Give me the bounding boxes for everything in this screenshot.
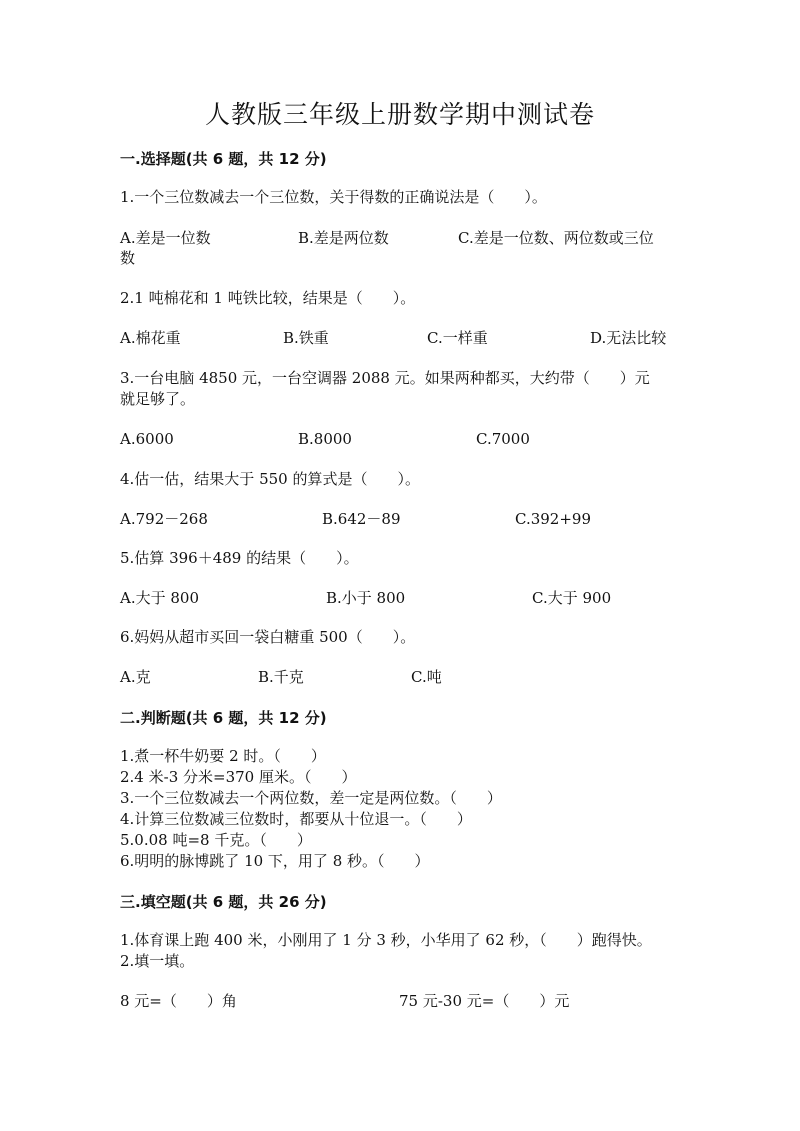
option-5a: A.大于 800 (120, 589, 199, 607)
option-6c: C.吨 (411, 668, 442, 686)
fill-blank-right: 75 元-30 元=（ ）元 (399, 992, 570, 1010)
option-3b: B.8000 (298, 430, 352, 448)
option-4b: B.642－89 (322, 510, 401, 528)
section-heading-fill-blank: 三.填空题(共 6 题，共 26 分) (120, 893, 327, 911)
option-2a: A.棉花重 (120, 329, 181, 347)
tf-item-1: 1.煮一杯牛奶要 2 时。（ ） (120, 747, 326, 765)
option-4c: C.392+99 (515, 510, 591, 528)
option-2d: D.无法比较 (590, 329, 667, 347)
question-2: 2.1 吨棉花和 1 吨铁比较，结果是（ ）。 (120, 289, 416, 307)
option-5b: B.小于 800 (326, 589, 406, 607)
question-4: 4.估一估，结果大于 550 的算式是（ ）。 (120, 470, 420, 488)
fill-question-1: 1.体育课上跑 400 米，小刚用了 1 分 3 秒，小华用了 62 秒，（ ）跑得快。 (120, 931, 652, 949)
option-3c: C.7000 (476, 430, 530, 448)
fill-question-2: 2.填一填。 (120, 952, 195, 970)
option-2c: C.一样重 (427, 329, 488, 347)
question-6: 6.妈妈从超市买回一袋白糖重 500（ ）。 (120, 628, 416, 646)
tf-item-5: 5.0.08 吨=8 千克。（ ） (120, 831, 312, 849)
tf-item-3: 3.一个三位数减去一个两位数，差一定是两位数。（ ） (120, 789, 502, 807)
page-title: 人教版三年级上册数学期中测试卷 (204, 100, 595, 129)
tf-item-6: 6.明明的脉博跳了 10 下，用了 8 秒。（ ） (120, 852, 430, 870)
question-3-line1: 3.一台电脑 4850 元，一台空调器 2088 元。如果两种都买，大约带（ ）元 (120, 369, 650, 387)
option-4a: A.792－268 (120, 510, 208, 528)
section-heading-true-false: 二.判断题(共 6 题，共 12 分) (120, 709, 327, 727)
question-1: 1.一个三位数减去一个三位数，关于得数的正确说法是（ ）。 (120, 188, 547, 206)
option-3a: A.6000 (120, 430, 174, 448)
option-6a: A.克 (120, 668, 151, 686)
tf-item-2: 2.4 米-3 分米=370 厘米。（ ） (120, 768, 357, 786)
fill-blank-left: 8 元=（ ）角 (120, 992, 237, 1010)
option-1c-wrap: 数 (120, 249, 136, 267)
option-6b: B.千克 (258, 668, 304, 686)
tf-item-4: 4.计算三位数减三位数时，都要从十位退一。（ ） (120, 810, 472, 828)
option-2b: B.铁重 (283, 329, 329, 347)
option-5c: C.大于 900 (532, 589, 612, 607)
question-5: 5.估算 396＋489 的结果（ ）。 (120, 549, 359, 567)
option-1a: A.差是一位数 (120, 229, 211, 247)
question-3-line2: 就足够了。 (120, 390, 196, 408)
option-1b: B.差是两位数 (298, 229, 389, 247)
option-1c: C.差是一位数、两位数或三位 (458, 229, 654, 247)
section-heading-choice: 一.选择题(共 6 题，共 12 分) (120, 150, 327, 168)
